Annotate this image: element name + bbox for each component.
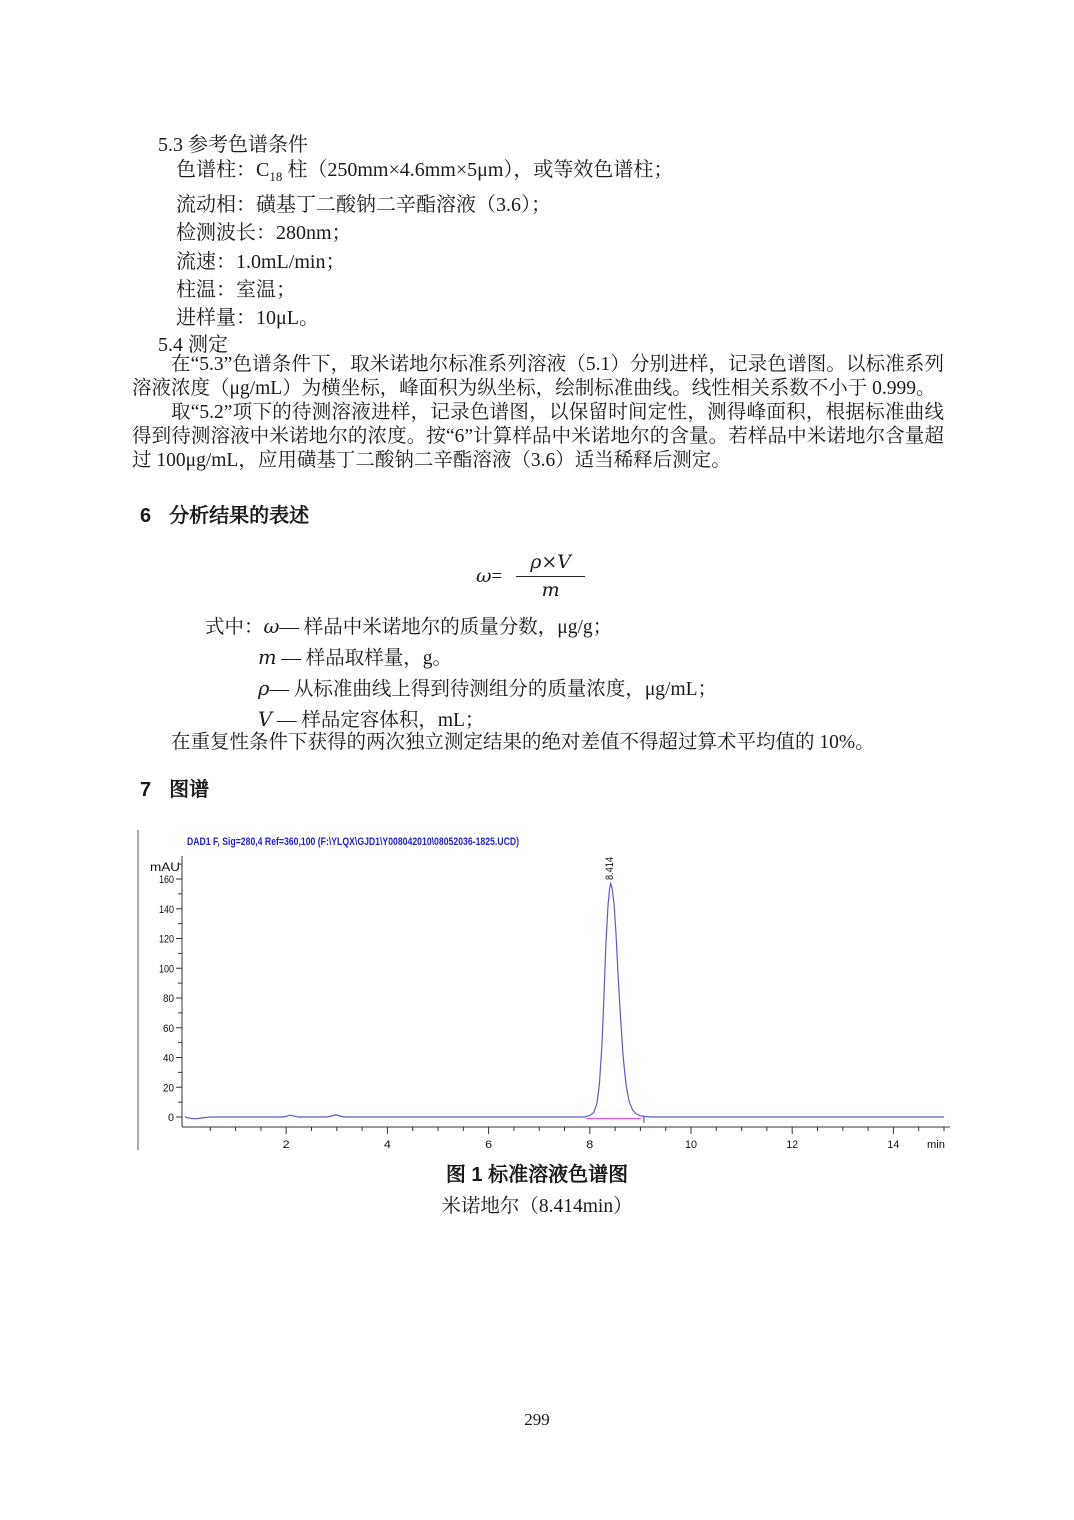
y-axis-tick-label: 80 <box>163 993 174 1005</box>
formula-denominator: m <box>541 579 560 601</box>
chromatogram-title: DAD1 F, Sig=280,4 Ref=360,100 (F:\YLQX\GJD1\Y008042010\08052036-1825.UCD) <box>187 836 520 848</box>
x-axis-tick-label: 2 <box>282 1139 290 1151</box>
definition-omega: 式中：ω— 样品中米诺地尔的质量分数，μg/g； <box>205 615 613 638</box>
formula-equals: = <box>491 565 503 587</box>
section-7-heading <box>140 773 209 802</box>
condition-column-subscript: 18 <box>269 169 283 184</box>
measurement-paragraphs <box>132 353 944 473</box>
condition-column <box>176 156 673 191</box>
x-axis-unit-label: min <box>927 1139 945 1151</box>
condition-mobile-phase: 流动相：磺基丁二酸钠二辛酯溶液（3.6）； <box>176 194 551 217</box>
chromatogram-figure <box>130 818 970 1153</box>
formula-numerator: ρ×V <box>516 551 585 577</box>
page-number: 299 <box>524 1410 550 1429</box>
paragraph-calibration: 在“5.3”色谱条件下，取米诺地尔标准系列溶液（5.1）分别进样，记录色谱图。以标准系列溶液浓度（μg/mL）为横坐标，峰面积为纵坐标，绘制标准曲线。线性相关系数不小于 0.999。 <box>132 354 944 399</box>
y-axis-tick-label: 40 <box>163 1052 174 1065</box>
formula-fraction <box>516 551 585 601</box>
formula-omega: ω <box>476 564 492 587</box>
figure-caption-title: 图 1 标准溶液色谱图 <box>445 1164 629 1186</box>
y-axis-tick-label: 160 <box>159 874 174 886</box>
x-axis-tick-label: 4 <box>383 1139 391 1151</box>
section-6-heading <box>140 499 309 528</box>
formula-definitions <box>205 612 717 736</box>
peak-retention-label: 8.414 <box>604 852 616 880</box>
y-axis-tick-label: 100 <box>159 963 174 976</box>
y-axis-tick-label: 60 <box>163 1022 174 1035</box>
definition-m: m — 样品取样量，g。 <box>258 645 453 669</box>
x-axis-tick-label: 8 <box>586 1139 594 1151</box>
condition-column-post: 柱（250mm×4.6mm×5μm），或等效色谱柱； <box>282 159 674 181</box>
y-axis-tick-label: 120 <box>159 933 174 946</box>
y-axis-tick-label: 0 <box>168 1112 174 1124</box>
chromatographic-conditions-list <box>176 156 673 332</box>
condition-column-pre: 色谱柱：C <box>176 159 270 181</box>
condition-injection-volume: 进样量：10μL。 <box>176 307 319 330</box>
repeatability-statement: 在重复性条件下获得的两次独立测定结果的绝对差值不得超过算术平均值的 10%。 <box>171 732 875 753</box>
figure-caption-compound: 米诺地尔（8.414min） <box>441 1196 633 1217</box>
section-7-number: 7 <box>140 779 152 801</box>
section-7-title: 图谱 <box>169 779 210 801</box>
y-axis-unit-label: mAU <box>150 860 180 874</box>
condition-column-temp: 柱温：室温； <box>176 278 296 301</box>
section-6-number: 6 <box>140 505 152 527</box>
x-axis-tick-label: 14 <box>887 1139 900 1151</box>
x-axis-tick-label: 6 <box>485 1139 493 1151</box>
section-6-title: 分析结果的表述 <box>169 505 310 527</box>
y-axis-tick-label: 140 <box>159 903 174 916</box>
x-axis-tick-label: 10 <box>685 1139 697 1151</box>
dad1f-signal <box>185 884 944 1119</box>
section-5-4-heading: 5.4 测定 <box>158 334 228 356</box>
y-axis-tick-label: 20 <box>163 1082 174 1095</box>
mass-fraction-formula <box>476 551 585 601</box>
section-5-3-heading: 5.3 参考色谱条件 <box>158 134 308 156</box>
definition-V: V — 样品定容体积，mL； <box>258 707 485 731</box>
definition-rho: ρ— 从标准曲线上得到待测组分的质量浓度，μg/mL； <box>258 676 718 700</box>
condition-wavelength: 检测波长：280nm； <box>176 222 352 245</box>
where-label: 式中： <box>205 617 264 638</box>
x-axis-tick-label: 12 <box>786 1139 799 1151</box>
formula-lhs <box>476 565 502 588</box>
paragraph-sample: 取“5.2”项下的待测溶液进样，记录色谱图，以保留时间定性，测得峰面积，根据标准曲线得到待测溶液中米诺地尔的浓度。按“6”计算样品中米诺地尔的含量。若样品中米诺地尔含量超过 100μg/mL，应用磺基丁二酸钠二辛酯溶液（3.6）适当稀释后测定。 <box>132 401 944 471</box>
condition-flow-rate: 流速：1.0mL/min； <box>176 250 346 273</box>
